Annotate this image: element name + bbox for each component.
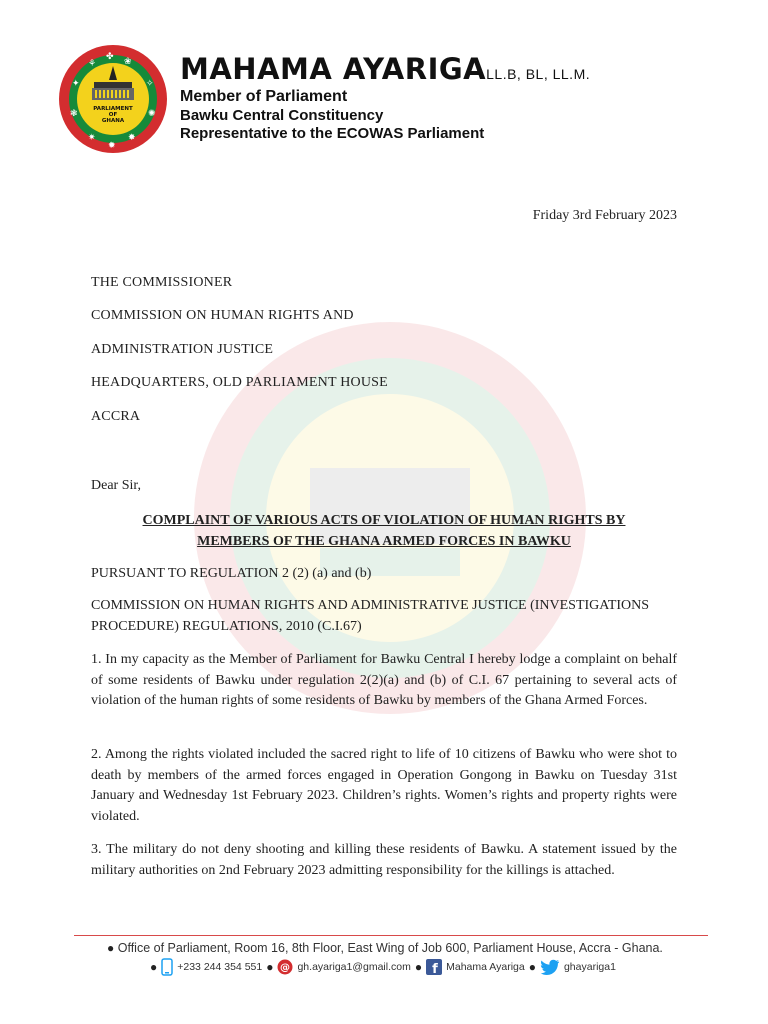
svg-text:@: @ [280, 962, 291, 974]
mp-role: Representative to the ECOWAS Parliament [180, 125, 485, 142]
recipient-line: ADMINISTRATION JUSTICE [91, 342, 274, 357]
footer-phone[interactable]: +233 244 354 551 [177, 961, 263, 973]
seal-text-line-1: PARLIAMENT [93, 106, 133, 112]
svg-text:✤: ✤ [106, 52, 114, 62]
recipient-line: THE COMMISSIONER [91, 275, 233, 290]
bullet-icon: ● [266, 960, 274, 974]
seal-text-line-2: OF [108, 112, 118, 118]
recipient-line: COMMISSION ON HUMAN RIGHTS AND [91, 308, 354, 323]
svg-text:✧: ✧ [146, 79, 154, 89]
mp-name: MAHAMA AYARIGA [180, 52, 487, 86]
svg-text:✺: ✺ [148, 109, 156, 119]
email-icon [277, 959, 293, 975]
svg-text:✦: ✦ [72, 79, 80, 89]
salutation: Dear Sir, [91, 478, 141, 493]
mp-title: Member of Parliament [180, 88, 348, 105]
svg-text:f: f [432, 962, 438, 975]
bullet-icon: ● [150, 960, 158, 974]
facebook-icon [426, 959, 442, 975]
footer-contact-row [150, 958, 616, 976]
recipient-line: ACCRA [91, 409, 141, 424]
svg-text:❃: ❃ [70, 109, 78, 119]
paragraph-1: 1. In my capacity as the Member of Parliament for Bawku Central I hereby lodge a complaint on behalf of some residents of Bawku under regulation 2(2)(a) and (b) of C.I. 67 pertaining to several acts of violation of the human rights of some residents of Bawku by members of the Ghana Armed Forces. [91, 652, 677, 708]
subject-line-1: COMPLAINT OF VARIOUS ACTS OF VIOLATION OF HUMAN RIGHTS BY [142, 513, 626, 528]
twitter-icon [540, 959, 560, 975]
footer-address-row [107, 941, 663, 955]
letter-subject [91, 510, 677, 552]
regulations-line: COMMISSION ON HUMAN RIGHTS AND ADMINISTRATIVE JUSTICE (INVESTIGATIONS PROCEDURE) REGULATIONS, 2010 (C.I.67) [91, 598, 650, 634]
letter-date: Friday 3rd February 2023 [532, 208, 677, 223]
parliament-seal-icon [58, 44, 168, 154]
svg-text:❀: ❀ [124, 57, 132, 67]
pursuant-line: PURSUANT TO REGULATION 2 (2) (a) and (b) [91, 566, 372, 581]
paragraph-2: 2. Among the rights violated included the sacred right to life of 10 citizens of Bawku who were shot to death by members of the armed forces engaged in Operation Gongong in Bawku on Tuesday 31st January and Wednesday 1st February 2023. Children’s rights. Women’s rights and property rights were violated. [91, 747, 677, 824]
footer-facebook[interactable]: Mahama Ayariga [446, 961, 525, 973]
recipient-line: HEADQUARTERS, OLD PARLIAMENT HOUSE [91, 375, 388, 390]
footer-email[interactable]: gh.ayariga1@gmail.com [297, 961, 411, 973]
paragraph-3: 3. The military do not deny shooting and killing these residents of Bawku. A statement issued by the military authorities on 2nd February 2023 admitting responsibility for the killings is attached. [91, 842, 677, 878]
svg-text:✹: ✹ [108, 141, 116, 151]
bullet-icon: ● [528, 960, 536, 974]
footer-rule [74, 935, 708, 936]
mp-qualifications: LL.B, BL, LL.M. [486, 66, 591, 82]
bullet-icon: ● [107, 941, 115, 955]
letterhead-name [180, 52, 590, 86]
phone-icon [161, 958, 173, 976]
mp-constituency: Bawku Central Constituency [180, 107, 384, 124]
subject-line-2: MEMBERS OF THE GHANA ARMED FORCES IN BAWKU [197, 534, 571, 549]
svg-text:⚘: ⚘ [88, 59, 97, 69]
footer-address: Office of Parliament, Room 16, 8th Floor, East Wing of Job 600, Parliament House, Accra - Ghana. [117, 941, 663, 955]
footer-twitter[interactable]: ghayariga1 [563, 961, 616, 973]
svg-text:✷: ✷ [88, 133, 96, 143]
svg-text:✸: ✸ [128, 133, 136, 143]
seal-text-line-3: GHANA [101, 118, 125, 124]
bullet-icon: ● [414, 960, 423, 974]
